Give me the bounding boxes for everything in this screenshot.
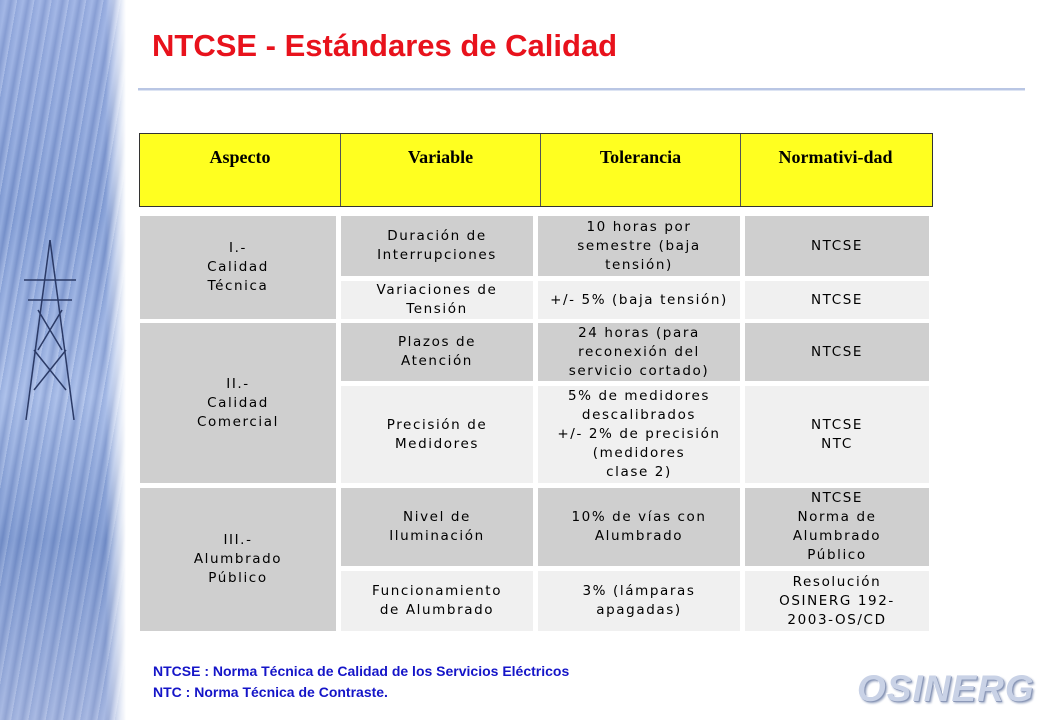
norm-cell: NTCSE — [745, 216, 929, 276]
footnote-ntc: NTC : Norma Técnica de Contraste. — [153, 684, 388, 700]
variable-cell: Duración de Interrupciones — [341, 216, 533, 276]
variable-cell: Nivel de Iluminación — [341, 488, 533, 566]
strip-fade — [106, 0, 126, 720]
header-aspect: Aspecto — [209, 147, 271, 167]
norm-cell: NTCSE — [745, 323, 929, 381]
tolerance-cell: 5% de medidores descalibrados +/- 2% de precisión (medidores clase 2) — [538, 386, 740, 483]
table-header — [139, 133, 933, 207]
osinerg-logo: OSINERG — [857, 668, 1035, 709]
footnote-ntcse: NTCSE : Norma Técnica de Calidad de los Servicios Eléctricos — [153, 663, 570, 679]
norm-cell: Resolución OSINERG 192- 2003-OS/CD — [745, 571, 929, 631]
variable-cell: Variaciones de Tensión — [341, 281, 533, 319]
title-divider — [138, 88, 1025, 91]
tolerance-cell: 3% (lámparas apagadas) — [538, 571, 740, 631]
header-normativity: Normativi-dad — [740, 134, 930, 206]
header-variable: Variable — [340, 134, 540, 206]
aspect-cell-calidad-tecnica: I.- Calidad Técnica — [140, 216, 336, 319]
slide-title: NTCSE - Estándares de Calidad — [152, 28, 618, 63]
footnotes — [153, 661, 569, 703]
transmission-tower-icon — [20, 240, 80, 420]
tolerance-cell: 10% de vías con Alumbrado — [538, 488, 740, 566]
header-tolerance: Tolerancia — [540, 134, 740, 206]
aspect-cell-alumbrado-publico: III.- Alumbrado Público — [140, 488, 336, 631]
tolerance-cell: 10 horas por semestre (baja tensión) — [538, 216, 740, 276]
variable-cell: Precisión de Medidores — [341, 386, 533, 483]
decorative-photo-strip — [0, 0, 126, 720]
norm-cell: NTCSE NTC — [745, 386, 929, 483]
variable-cell: Plazos de Atención — [341, 323, 533, 381]
tolerance-cell: 24 horas (para reconexión del servicio cortado) — [538, 323, 740, 381]
norm-cell: NTCSE Norma de Alumbrado Público — [745, 488, 929, 566]
norm-cell: NTCSE — [745, 281, 929, 319]
aspect-cell-calidad-comercial: II.- Calidad Comercial — [140, 323, 336, 483]
variable-cell: Funcionamiento de Alumbrado — [341, 571, 533, 631]
tolerance-cell: +/- 5% (baja tensión) — [538, 281, 740, 319]
